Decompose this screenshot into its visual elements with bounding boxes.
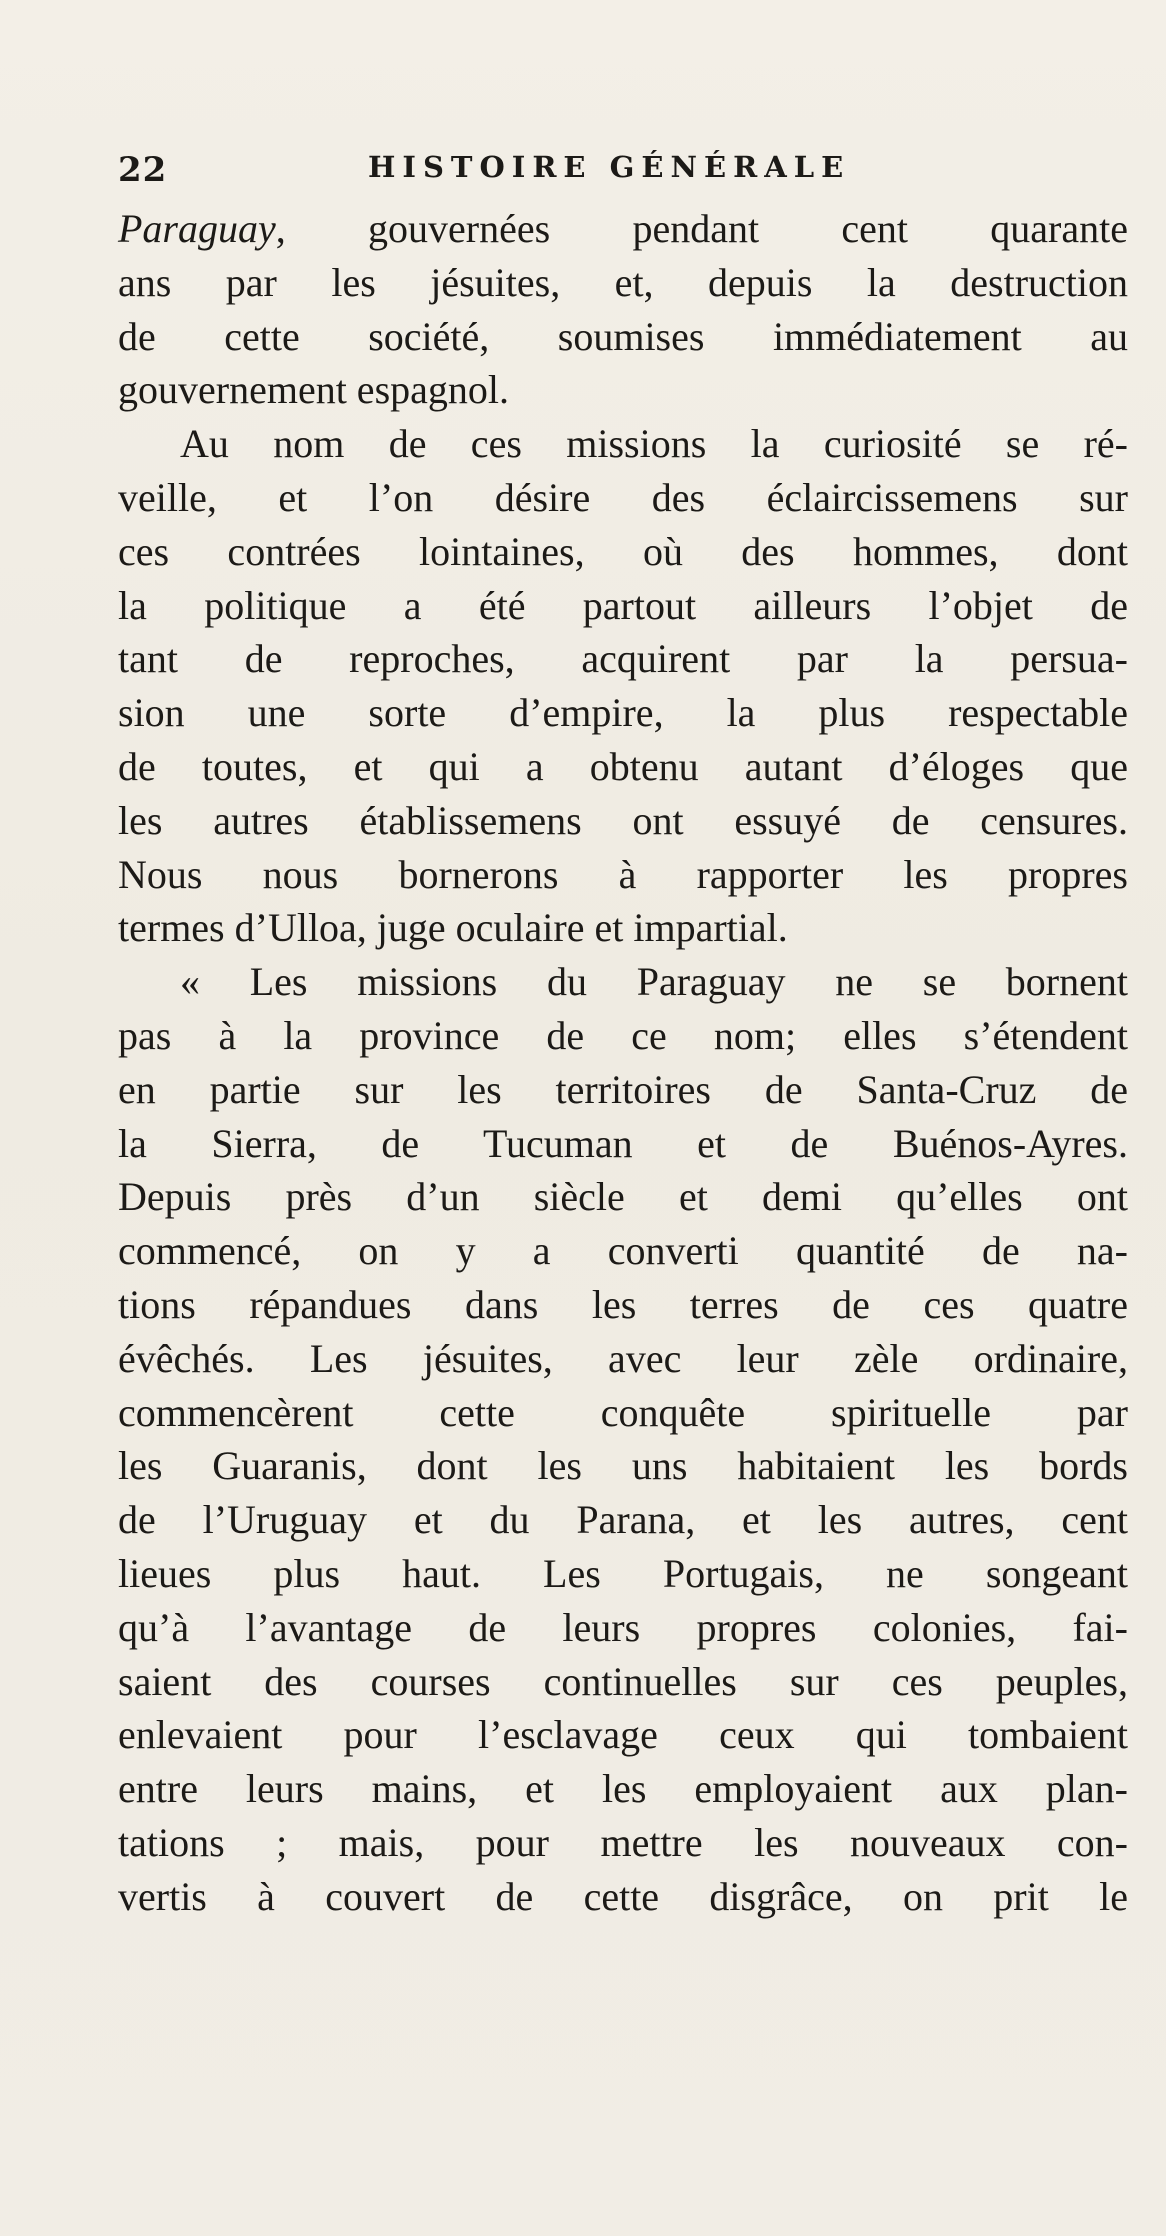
text-line-19: Depuis près d’un siècle et demi qu’elles ont (118, 1174, 1128, 1220)
text-line-9: tant de reproches, acquirent par la persua- (118, 636, 1128, 682)
text-line-7: ces contrées lointaines, où des hommes, dont (118, 528, 1128, 574)
text-line-31: tations ; mais, pour mettre les nouveaux con- (118, 1819, 1128, 1865)
text-line-18: la Sierra, de Tucuman et de Buénos-Ayres. (118, 1120, 1128, 1166)
body-text (118, 202, 1128, 1924)
text-line-12: les autres établissemens ont essuyé de censures. (118, 797, 1128, 843)
page-number: 22 (118, 150, 168, 190)
text-line-15: « Les missions du Paraguay ne se bornent (180, 959, 1128, 1005)
text-line-17: en partie sur les territoires de Santa-Cruz de (118, 1066, 1128, 1112)
running-title: HISTOIRE GÉNÉRALE (368, 150, 851, 184)
text-line-5: Au nom de ces missions la curiosité se ré- (180, 421, 1128, 467)
italic-word: Paraguay (118, 206, 276, 251)
text-line-11: de toutes, et qui a obtenu autant d’éloges que (118, 743, 1128, 789)
text-line-10: sion une sorte d’empire, la plus respectable (118, 690, 1128, 736)
text-line-28: saient des courses continuelles sur ces peuples, (118, 1658, 1128, 1704)
text-line-27: qu’à l’avantage de leurs propres colonies, fai- (118, 1604, 1128, 1650)
text-line-29: enlevaient pour l’esclavage ceux qui tombaient (118, 1712, 1128, 1758)
text-line-21: tions répandues dans les terres de ces quatre (118, 1281, 1128, 1327)
text-line-13: Nous nous bornerons à rapporter les propres (118, 851, 1128, 897)
text-line-6: veille, et l’on désire des éclaircissemens sur (118, 474, 1128, 520)
text-line-4: gouvernement espagnol. (118, 367, 509, 413)
text-line-14: termes d’Ulloa, juge oculaire et impartial. (118, 905, 788, 951)
text-line-1 (118, 202, 1128, 256)
text-line-23: commencèrent cette conquête spirituelle par (118, 1389, 1128, 1435)
text-line-2: ans par les jésuites, et, depuis la destruction (118, 259, 1128, 305)
text-line-16: pas à la province de ce nom; elles s’étendent (118, 1012, 1128, 1058)
line-text: , gouvernées pendant cent quarante (275, 206, 1128, 251)
text-line-25: de l’Uruguay et du Parana, et les autres, cent (118, 1497, 1128, 1543)
text-line-26: lieues plus haut. Les Portugais, ne songeant (118, 1550, 1128, 1596)
text-line-32: vertis à couvert de cette disgrâce, on prit le (118, 1873, 1128, 1919)
page-header (118, 150, 1128, 190)
text-line-20: commencé, on y a converti quantité de na- (118, 1228, 1128, 1274)
text-line-3: de cette société, soumises immédiatement au (118, 313, 1128, 359)
text-line-24: les Guaranis, dont les uns habitaient les bords (118, 1443, 1128, 1489)
text-line-30: entre leurs mains, et les employaient aux plan- (118, 1766, 1128, 1812)
text-line-8: la politique a été partout ailleurs l’objet de (118, 582, 1128, 628)
text-line-22: évêchés. Les jésuites, avec leur zèle ordinaire, (118, 1335, 1128, 1381)
